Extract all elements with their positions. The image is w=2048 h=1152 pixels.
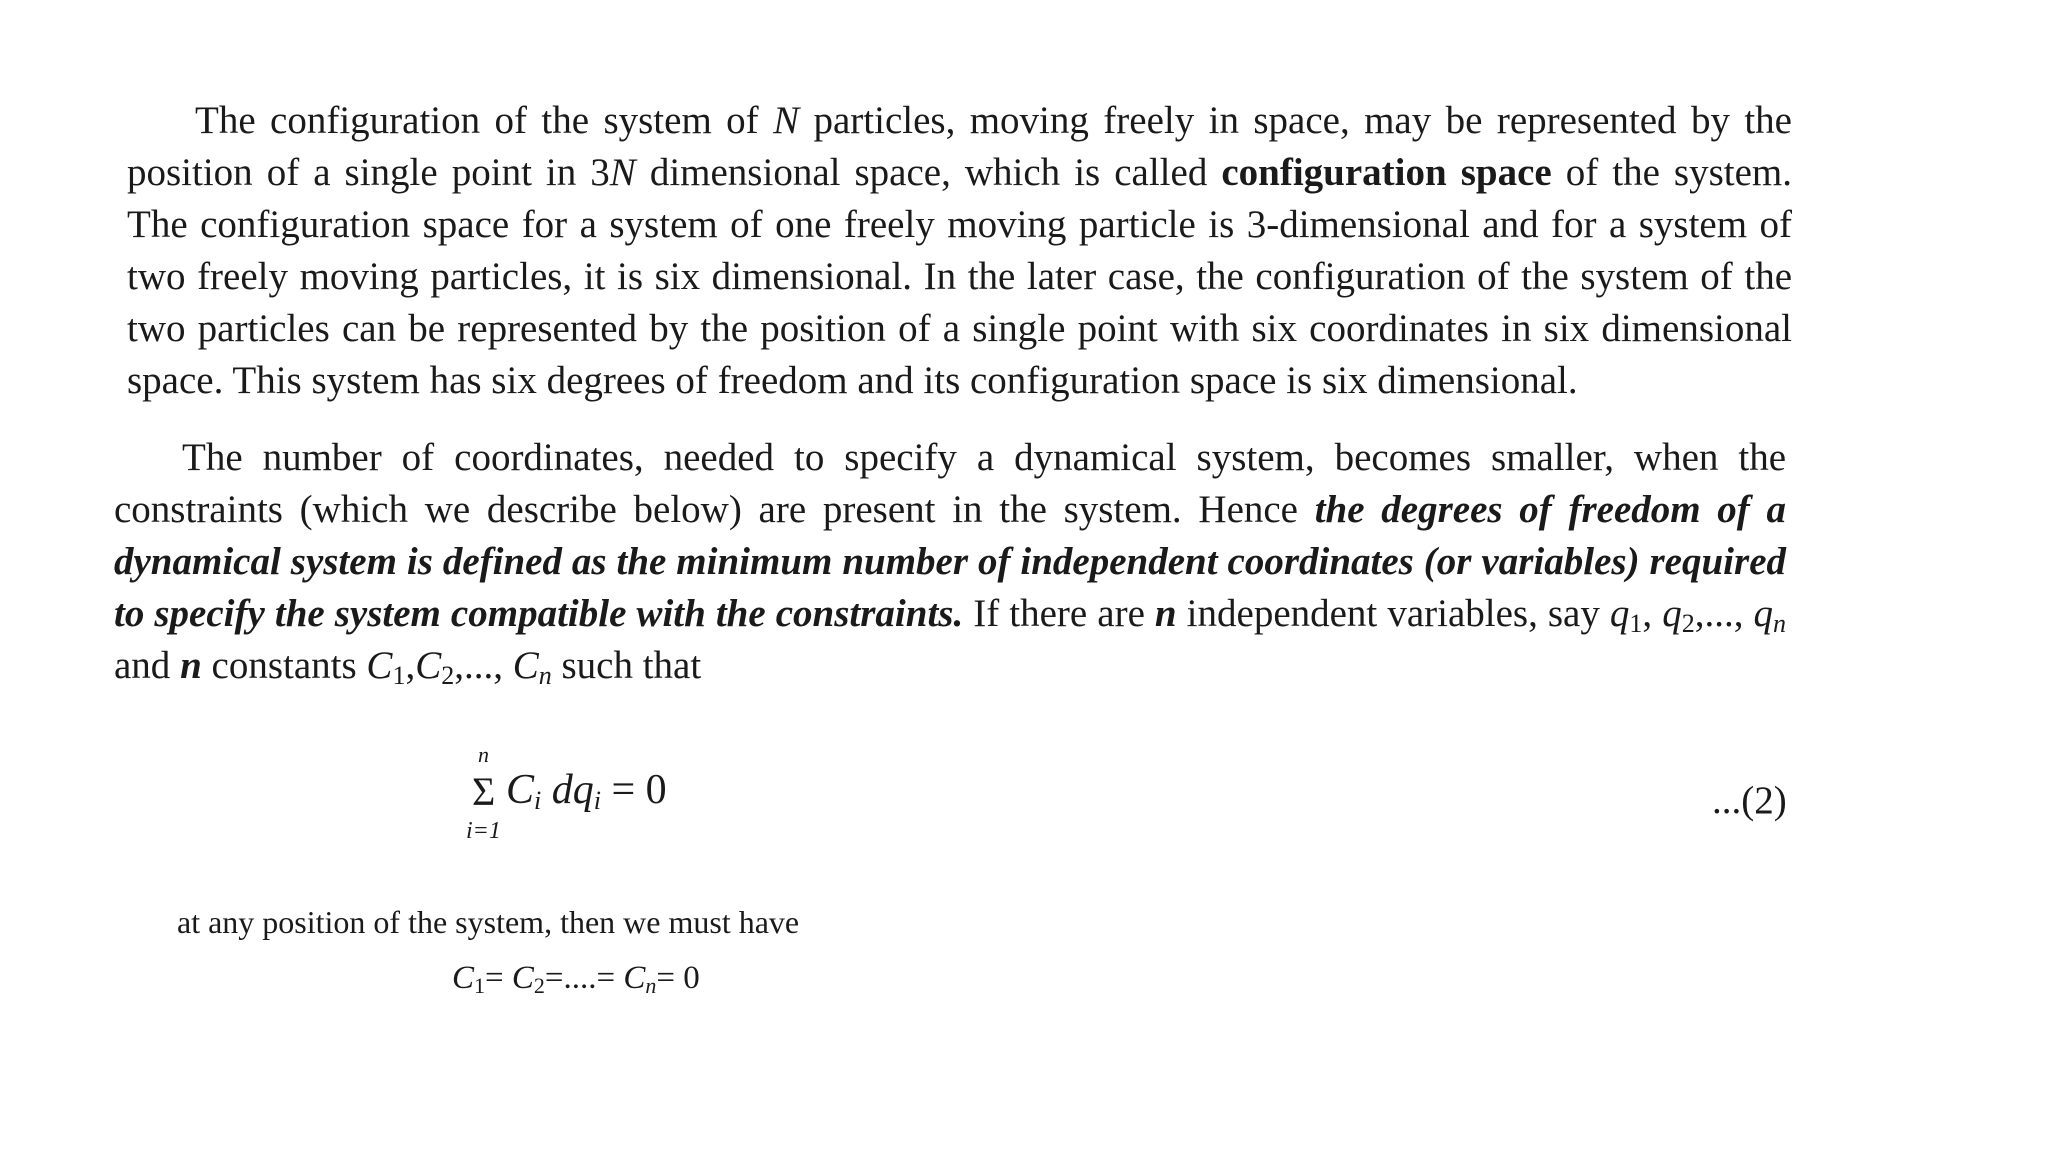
symbol-n: n	[1154, 592, 1177, 635]
term-configuration-space: configuration space	[1221, 151, 1552, 194]
text-run: If there are	[963, 592, 1155, 635]
text-run: ,...,	[1694, 592, 1754, 635]
text-run: such that	[551, 644, 702, 687]
text-run: dimensional space, which is called	[635, 151, 1222, 194]
symbol-C: C	[623, 960, 646, 996]
subscript: 1	[1629, 609, 1643, 638]
subscript: 1	[474, 973, 486, 998]
text-run: ,...,	[454, 644, 513, 687]
symbol-C: C	[366, 644, 393, 687]
text-run: of the system. The configuration space for a system of one freely moving particle is 3-dimensional and for a system of two freely moving particles, it is six dimensional. In the later case, the configuration of the system of the two particles can be represented by the position of a single point with six coordinates in six dimensional space. This system has six degrees of freedom and its configuration space is six dimensional.	[127, 151, 1793, 402]
equation-number: ...(2)	[1712, 779, 1787, 822]
subscript: n	[645, 973, 657, 998]
subscript: n	[1773, 609, 1786, 638]
symbol-N: N	[609, 151, 636, 194]
subscript: i	[534, 786, 542, 815]
symbol-q: q	[1609, 592, 1630, 635]
text-run: ,	[405, 644, 416, 687]
symbol-C: C	[511, 960, 534, 996]
sigma-symbol: Σ	[472, 769, 496, 814]
final-equation	[452, 960, 700, 997]
text-run: =....=	[544, 960, 624, 996]
subscript: i	[593, 786, 601, 815]
text-run: particles, moving freely in space, may be represented by the position of a single point in 3	[127, 99, 1792, 194]
condition-text: at any position of the system, then we must have	[177, 904, 800, 940]
paragraph-degrees-of-freedom	[114, 432, 1786, 692]
text-run: constants	[201, 644, 367, 687]
sum-lower-limit: i=1	[466, 818, 501, 844]
definition-degrees-of-freedom: the degrees of freedom of a dynamical system is defined as the minimum number of independent coordinates (or variables) required to specify the system compatible with the constraints.	[114, 488, 1787, 635]
subscript: 2	[533, 973, 545, 998]
equation-body	[506, 766, 667, 814]
symbol-dq: dq	[541, 767, 594, 813]
text-run: The configuration of the system of	[195, 99, 774, 142]
text-run: The number of coordinates, needed to specify a dynamical system, becomes smaller, when the constraints (which we describe below) are present in the system. Hence	[114, 436, 1786, 531]
symbol-q: q	[1662, 592, 1682, 635]
symbol-n: n	[180, 644, 202, 687]
subscript: 1	[392, 661, 406, 690]
text-run: =	[485, 960, 512, 996]
sum-upper-limit: n	[478, 742, 489, 767]
symbol-N: N	[773, 99, 800, 142]
symbol-C: C	[452, 960, 475, 996]
text-run: = 0	[656, 960, 700, 996]
symbol-C: C	[415, 644, 442, 687]
paragraph-configuration-space	[127, 95, 1792, 407]
subscript: 2	[1681, 609, 1695, 638]
equals-zero: = 0	[600, 767, 667, 813]
text-run: and	[114, 644, 181, 687]
symbol-q: q	[1753, 592, 1773, 635]
subscript: n	[538, 661, 552, 690]
text-run: ,	[1642, 592, 1663, 635]
subscript: 2	[441, 661, 455, 690]
text-run: independent variables, say	[1176, 592, 1610, 635]
symbol-C: C	[512, 644, 539, 687]
symbol-C: C	[506, 767, 535, 813]
